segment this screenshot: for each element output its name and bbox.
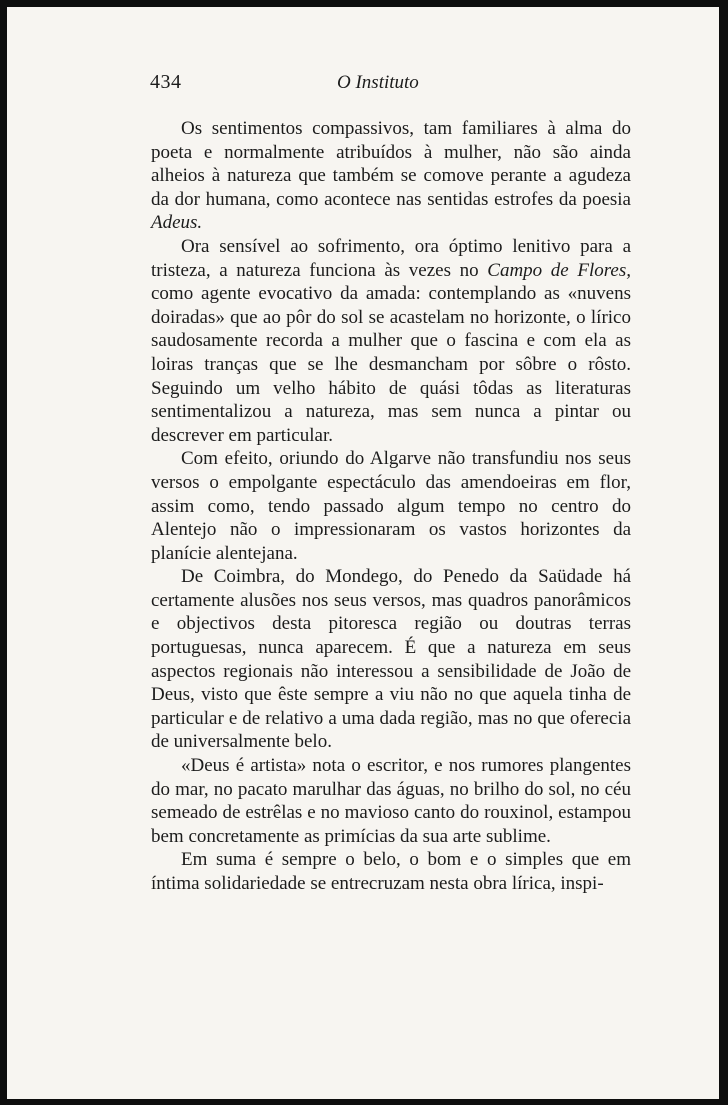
paragraph: «Deus é artista» nota o escritor, e nos rumores plangentes do mar, no pacato marulhar das águas, no brilho do sol, no céu semeado de estrêlas e no mavioso canto do rouxinol, estampou bem concretamente as primícias da sua arte sublime. <box>151 755 631 847</box>
running-head: O Instituto <box>337 72 419 93</box>
paragraph: Ora sensível ao sofrimento, ora óptimo lenitivo para a tristeza, a natureza funciona às vezes no Campo de Flores, como agente evocativo da amada: contemplando as «nuvens doiradas» que ao pôr do sol se acastelam no horizonte, o lírico saudosamente recorda a mulher que o fascina e com ela as loiras tranças que se lhe desmancham por sôbre o rôsto. Seguindo um velho hábito de quási tôdas as literaturas sentimentalizou a natureza, mas sem nunca a pintar ou descrever em particular. <box>151 235 631 446</box>
work-title: Campo de Flores, <box>487 259 631 281</box>
poem-title: Adeus. <box>151 212 203 234</box>
page-number: 434 <box>150 71 182 93</box>
paragraph: Com efeito, oriundo do Algarve não transfundiu nos seus versos o empolgante espectáculo das amendoeiras em flor, assim como, tendo passado algum tempo no centro do Alentejo não o impressionaram os vastos horizontes da planície alentejana. <box>151 448 631 564</box>
book-page <box>7 7 719 1099</box>
page-header <box>7 71 719 99</box>
body-text <box>151 117 631 896</box>
paragraph: De Coimbra, do Mondego, do Penedo da Saüdade há certamente alusões nos seus versos, mas quadros panorâmicos e objectivos desta pitoresca região ou doutras terras portuguesas, nunca aparecem. É que a natureza em seus aspectos regionais não interessou a sensibilidade de João de Deus, visto que êste sempre a viu não no que aquela tinha de particular e de relativo a uma dada região, mas no que oferecia de universalmente belo. <box>151 566 631 753</box>
paragraph: Os sentimentos compassivos, tam familiares à alma do poeta e normalmente atribuídos à mulher, não são ainda alheios à natureza que também se comove perante a agudeza da dor humana, como acontece nas sentidas estrofes da poesia Adeus. <box>151 118 631 234</box>
paragraph: Em suma é sempre o belo, o bom e o simples que em íntima solidariedade se entrecruzam nesta obra lírica, inspi- <box>151 849 631 894</box>
